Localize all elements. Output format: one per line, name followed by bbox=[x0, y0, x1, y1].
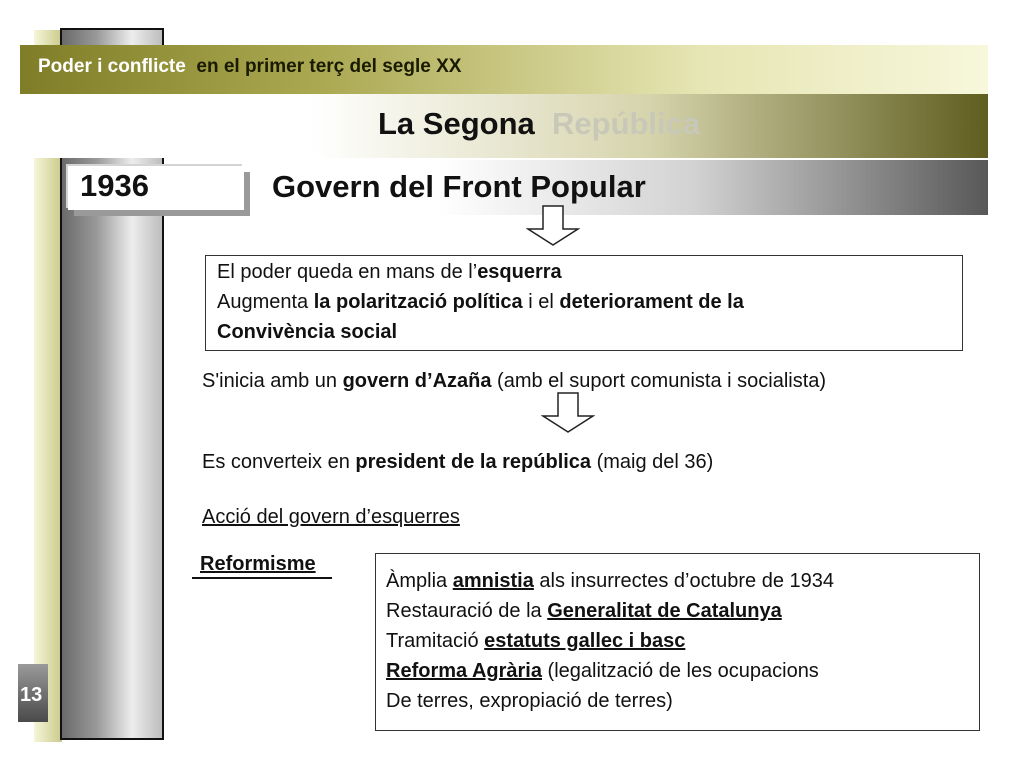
reformisme-label: Reformisme bbox=[200, 553, 316, 575]
text-segment: (legalització de les ocupacions bbox=[541, 660, 819, 682]
summary-line-3 bbox=[217, 321, 397, 344]
reform-item-5 bbox=[386, 690, 673, 713]
summary-line-1 bbox=[217, 261, 562, 284]
title-part2: República bbox=[552, 106, 701, 141]
reformisme-underline bbox=[192, 577, 332, 579]
text-bold-underline: Generalitat de Catalunya bbox=[547, 600, 782, 622]
text-bold: president de la república bbox=[355, 451, 592, 473]
text-segment: als insurrectes d’octubre de 1934 bbox=[533, 570, 835, 592]
summary-line-2 bbox=[217, 291, 744, 314]
text-segment: Es converteix en bbox=[202, 451, 356, 473]
down-arrow-icon bbox=[541, 392, 595, 434]
text-bold-underline: estatuts gallec i basc bbox=[484, 630, 686, 652]
text-bold: esquerra bbox=[477, 261, 562, 283]
text-bold: la polarització política bbox=[313, 291, 523, 313]
text-bold-underline: Reforma Agrària bbox=[386, 660, 542, 682]
page-title bbox=[378, 106, 700, 142]
text-segment: S'inicia amb un bbox=[202, 370, 343, 392]
topic-heading bbox=[38, 56, 461, 78]
topic-part1: Poder i conflicte bbox=[38, 56, 186, 77]
text-segment: i el bbox=[522, 291, 560, 313]
slide-number: 13 bbox=[20, 684, 43, 706]
topic-part2: en el primer terç del segle XX bbox=[196, 56, 462, 77]
azana-line bbox=[202, 370, 826, 393]
text-bold: deteriorament de la bbox=[559, 291, 744, 313]
text-bold-underline: amnistia bbox=[452, 570, 534, 592]
reform-item-4 bbox=[386, 660, 819, 683]
title-part1: La Segona bbox=[378, 106, 535, 141]
text-segment: Tramitació bbox=[386, 630, 485, 652]
text-segment: El poder queda en mans de l’ bbox=[217, 261, 478, 283]
year-label: 1936 bbox=[80, 168, 149, 203]
text-segment: Restauració de la bbox=[386, 600, 548, 622]
text-segment: Augmenta bbox=[217, 291, 314, 313]
text-bold: govern d’Azaña bbox=[342, 370, 492, 392]
text-bold: Convivència social bbox=[217, 321, 398, 343]
section-title: Govern del Front Popular bbox=[272, 169, 646, 204]
text-segment: Àmplia bbox=[386, 570, 453, 592]
text-segment: (amb el suport comunista i socialista) bbox=[491, 370, 827, 392]
government-action-heading: Acció del govern d’esquerres bbox=[202, 506, 460, 528]
reform-item-1 bbox=[386, 570, 834, 593]
down-arrow-icon bbox=[526, 205, 580, 247]
text-segment: (maig del 36) bbox=[591, 451, 714, 473]
text-segment: De terres, expropiació de terres) bbox=[386, 690, 673, 712]
reform-item-3 bbox=[386, 630, 685, 653]
president-line bbox=[202, 451, 713, 474]
reform-item-2 bbox=[386, 600, 782, 623]
